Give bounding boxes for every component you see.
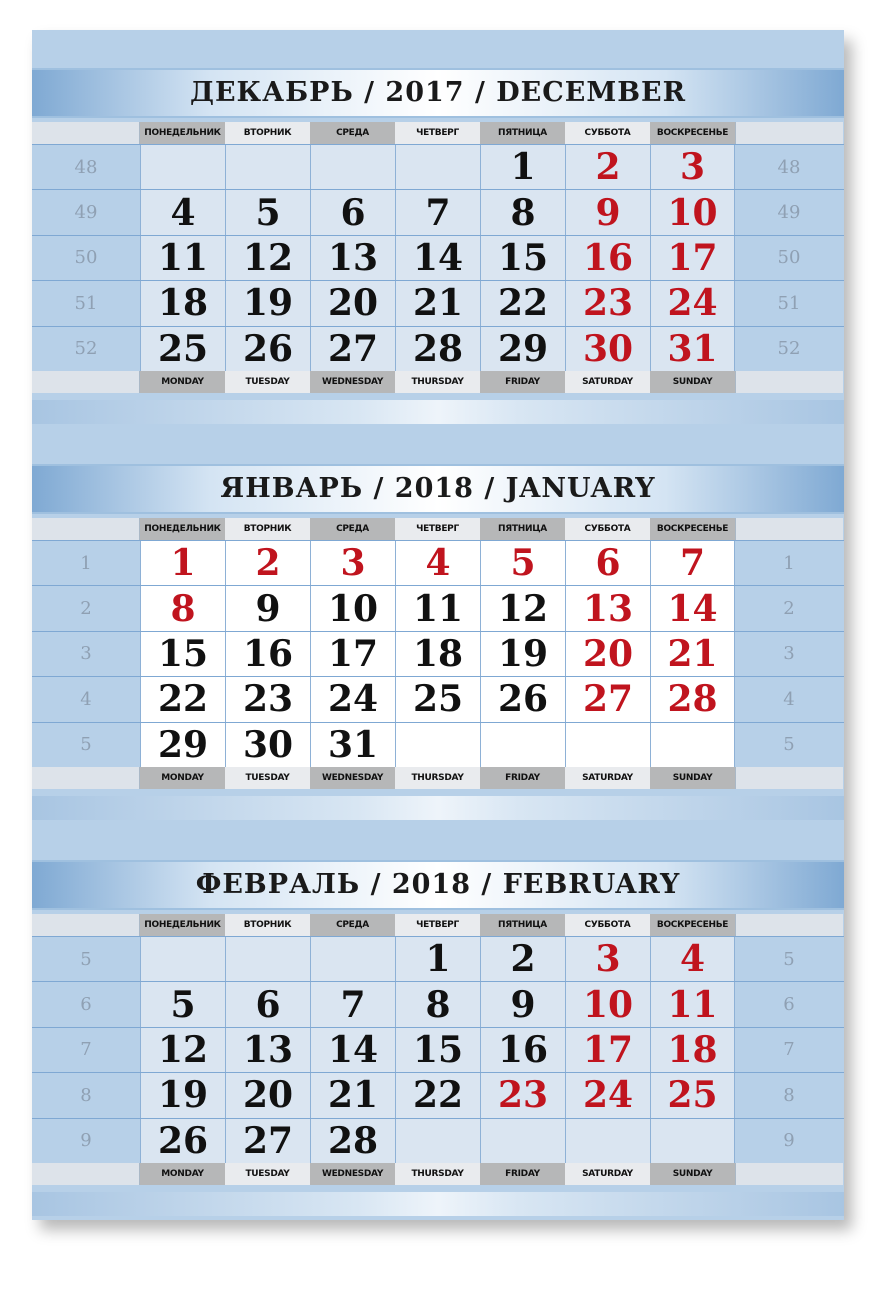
day-cell[interactable]: 21: [310, 1073, 395, 1117]
month-year: 2018: [391, 869, 472, 900]
day-cell[interactable]: 25: [650, 1073, 735, 1117]
weekday-label-en: MONDAY: [140, 371, 225, 393]
day-cell[interactable]: 20: [310, 281, 395, 325]
weekday-label-en: TUESDAY: [225, 371, 310, 393]
day-cell[interactable]: 14: [310, 1028, 395, 1072]
day-cell[interactable]: 19: [140, 1073, 225, 1117]
week-number: 5: [735, 723, 843, 767]
day-cell[interactable]: [395, 723, 480, 767]
day-cell[interactable]: 28: [650, 677, 735, 721]
day-cell[interactable]: [480, 1119, 565, 1163]
day-cell[interactable]: 24: [650, 281, 735, 325]
weekday-footer-row: [32, 371, 844, 393]
week-number: 49: [32, 190, 140, 234]
day-cell[interactable]: 31: [650, 327, 735, 371]
weekday-label-ru: ПОНЕДЕЛЬНИК: [140, 914, 225, 936]
day-cell[interactable]: 28: [395, 327, 480, 371]
day-cell[interactable]: 13: [310, 236, 395, 280]
side-spacer: [735, 767, 843, 789]
week-number: 52: [32, 327, 140, 371]
day-cell[interactable]: [225, 145, 310, 189]
day-cell[interactable]: 18: [140, 281, 225, 325]
weekday-label-ru: СРЕДА: [310, 122, 395, 144]
week-number: 49: [735, 190, 843, 234]
side-spacer: [735, 518, 843, 540]
day-cell[interactable]: 20: [225, 1073, 310, 1117]
weekday-label-ru: ВОСКРЕСЕНЬЕ: [650, 914, 735, 936]
day-cell[interactable]: 17: [565, 1028, 650, 1072]
weekday-label-en: SATURDAY: [565, 767, 650, 789]
week-number: 2: [32, 586, 140, 630]
day-cell[interactable]: 25: [140, 327, 225, 371]
day-cell[interactable]: 6: [565, 541, 650, 585]
day-cell[interactable]: 15: [140, 632, 225, 676]
day-cell[interactable]: 2: [225, 541, 310, 585]
month-block: [32, 822, 844, 1194]
weekday-header-row: [32, 914, 844, 936]
day-cell[interactable]: 20: [565, 632, 650, 676]
month-grid: [32, 914, 844, 1185]
week-row: [32, 189, 844, 234]
weekday-label-en: FRIDAY: [480, 1163, 565, 1185]
title-separator: /: [464, 77, 497, 108]
weekday-label-ru: ПОНЕДЕЛЬНИК: [140, 518, 225, 540]
day-cell[interactable]: 26: [225, 327, 310, 371]
day-cell[interactable]: 26: [480, 677, 565, 721]
side-spacer: [32, 518, 140, 540]
week-number: 51: [735, 281, 843, 325]
day-cell[interactable]: 1: [395, 937, 480, 981]
day-cell[interactable]: 5: [140, 982, 225, 1026]
day-cell[interactable]: 6: [225, 982, 310, 1026]
weekday-label-ru: ВОСКРЕСЕНЬЕ: [650, 518, 735, 540]
month-year: 2017: [385, 77, 465, 108]
week-number: 48: [735, 145, 843, 189]
day-cell[interactable]: 8: [395, 982, 480, 1026]
week-number: 7: [735, 1028, 843, 1072]
title-separator: /: [360, 869, 392, 900]
day-cell[interactable]: 19: [225, 281, 310, 325]
day-cell[interactable]: 3: [565, 937, 650, 981]
week-row: [32, 585, 844, 630]
side-spacer: [735, 1163, 843, 1185]
week-row: [32, 981, 844, 1026]
day-cell[interactable]: 16: [565, 236, 650, 280]
side-spacer: [32, 122, 140, 144]
week-number: 50: [735, 236, 843, 280]
day-cell[interactable]: 14: [395, 236, 480, 280]
day-cell[interactable]: 18: [395, 632, 480, 676]
weekday-label-en: THURSDAY: [395, 1163, 480, 1185]
week-row: [32, 144, 844, 189]
day-cell[interactable]: 21: [395, 281, 480, 325]
week-number: 2: [735, 586, 843, 630]
side-spacer: [735, 122, 843, 144]
month-year: 2018: [394, 473, 474, 504]
week-number: 4: [32, 677, 140, 721]
day-cell[interactable]: 17: [650, 236, 735, 280]
week-number: 8: [735, 1073, 843, 1117]
day-cell[interactable]: [225, 937, 310, 981]
day-cell[interactable]: 22: [395, 1073, 480, 1117]
day-cell[interactable]: 6: [310, 190, 395, 234]
day-cell[interactable]: 2: [565, 145, 650, 189]
day-cell[interactable]: 15: [480, 236, 565, 280]
day-cell[interactable]: [650, 723, 735, 767]
month-title-ru: ЯНВАРЬ: [220, 473, 364, 504]
day-cell[interactable]: 22: [140, 677, 225, 721]
weekday-label-en: THURSDAY: [395, 371, 480, 393]
week-number: 3: [735, 632, 843, 676]
day-cell[interactable]: 27: [225, 1119, 310, 1163]
weekday-label-ru: ВТОРНИК: [225, 518, 310, 540]
week-row: [32, 280, 844, 325]
month-title-ru: ДЕКАБРЬ: [189, 77, 354, 108]
weekday-label-ru: СУББОТА: [565, 914, 650, 936]
weekday-label-ru: ЧЕТВЕРГ: [395, 518, 480, 540]
side-spacer: [32, 767, 140, 789]
weekday-label-ru: ПЯТНИЦА: [480, 122, 565, 144]
day-cell[interactable]: 29: [480, 327, 565, 371]
weekday-label-ru: ВОСКРЕСЕНЬЕ: [650, 122, 735, 144]
side-spacer: [32, 1163, 140, 1185]
day-cell[interactable]: [310, 145, 395, 189]
day-cell[interactable]: [310, 937, 395, 981]
day-cell[interactable]: 24: [565, 1073, 650, 1117]
week-row: [32, 326, 844, 371]
day-cell[interactable]: 10: [565, 982, 650, 1026]
month-title-en: FEBRUARY: [502, 869, 681, 900]
week-number: 5: [735, 937, 843, 981]
day-cell[interactable]: 12: [140, 1028, 225, 1072]
separator-band: [32, 796, 844, 820]
weekday-label-ru: ПОНЕДЕЛЬНИК: [140, 122, 225, 144]
week-row: [32, 1118, 844, 1163]
day-cell[interactable]: 16: [480, 1028, 565, 1072]
weekday-footer-row: [32, 767, 844, 789]
week-row: [32, 540, 844, 585]
separator-band: [32, 400, 844, 424]
day-cell[interactable]: [480, 723, 565, 767]
day-cell[interactable]: 14: [650, 586, 735, 630]
day-cell[interactable]: 18: [650, 1028, 735, 1072]
week-number: 9: [32, 1119, 140, 1163]
day-cell[interactable]: 23: [480, 1073, 565, 1117]
day-cell[interactable]: 3: [310, 541, 395, 585]
week-row: [32, 722, 844, 767]
week-row: [32, 936, 844, 981]
day-cell[interactable]: 3: [650, 145, 735, 189]
month-header: [32, 860, 844, 910]
month-grid: [32, 518, 844, 789]
weekday-label-en: FRIDAY: [480, 371, 565, 393]
weekday-label-en: SUNDAY: [650, 1163, 735, 1185]
day-cell[interactable]: 27: [565, 677, 650, 721]
week-number: 52: [735, 327, 843, 371]
day-cell[interactable]: 23: [225, 677, 310, 721]
week-row: [32, 676, 844, 721]
day-cell[interactable]: 5: [225, 190, 310, 234]
month-title-ru: ФЕВРАЛЬ: [195, 869, 361, 900]
month-title-en: JANUARY: [505, 473, 656, 504]
day-cell[interactable]: 9: [565, 190, 650, 234]
weekday-label-en: WEDNESDAY: [310, 371, 395, 393]
day-cell[interactable]: 24: [310, 677, 395, 721]
weekday-label-ru: ПЯТНИЦА: [480, 914, 565, 936]
month-block: [32, 426, 844, 798]
side-spacer: [735, 914, 843, 936]
month-header: [32, 464, 844, 514]
day-cell[interactable]: 9: [480, 982, 565, 1026]
weekday-label-en: TUESDAY: [225, 767, 310, 789]
side-spacer: [735, 371, 843, 393]
day-cell[interactable]: 30: [225, 723, 310, 767]
day-cell[interactable]: [140, 937, 225, 981]
separator-band: [32, 1192, 844, 1216]
day-cell[interactable]: 11: [650, 982, 735, 1026]
day-cell[interactable]: 22: [480, 281, 565, 325]
day-cell[interactable]: 7: [395, 190, 480, 234]
day-cell[interactable]: 8: [480, 190, 565, 234]
month-block: [32, 30, 844, 402]
month-header: [32, 68, 844, 118]
day-cell[interactable]: 11: [395, 586, 480, 630]
week-number: 3: [32, 632, 140, 676]
weekday-label-en: THURSDAY: [395, 767, 480, 789]
weekday-header-row: [32, 122, 844, 144]
day-cell[interactable]: 1: [480, 145, 565, 189]
week-number: 5: [32, 937, 140, 981]
weekday-label-ru: ПЯТНИЦА: [480, 518, 565, 540]
week-row: [32, 1072, 844, 1117]
day-cell[interactable]: 9: [225, 586, 310, 630]
day-cell[interactable]: 4: [650, 937, 735, 981]
week-row: [32, 235, 844, 280]
weekday-label-ru: ВТОРНИК: [225, 914, 310, 936]
day-cell[interactable]: 12: [480, 586, 565, 630]
weekday-label-ru: ЧЕТВЕРГ: [395, 914, 480, 936]
day-cell[interactable]: 10: [310, 586, 395, 630]
side-spacer: [32, 914, 140, 936]
day-cell[interactable]: 26: [140, 1119, 225, 1163]
week-number: 7: [32, 1028, 140, 1072]
week-number: 48: [32, 145, 140, 189]
day-cell[interactable]: 15: [395, 1028, 480, 1072]
day-cell[interactable]: [395, 145, 480, 189]
week-row: [32, 631, 844, 676]
weekday-header-row: [32, 518, 844, 540]
day-cell[interactable]: 7: [650, 541, 735, 585]
title-separator: /: [471, 869, 503, 900]
day-cell[interactable]: 12: [225, 236, 310, 280]
title-separator: /: [363, 473, 395, 504]
week-number: 5: [32, 723, 140, 767]
day-cell[interactable]: [565, 1119, 650, 1163]
day-cell[interactable]: 25: [395, 677, 480, 721]
week-number: 1: [32, 541, 140, 585]
weekday-label-en: FRIDAY: [480, 767, 565, 789]
weekday-label-ru: СРЕДА: [310, 914, 395, 936]
day-cell[interactable]: 2: [480, 937, 565, 981]
day-cell[interactable]: 8: [140, 586, 225, 630]
day-cell[interactable]: 10: [650, 190, 735, 234]
weekday-label-en: WEDNESDAY: [310, 1163, 395, 1185]
week-number: 9: [735, 1119, 843, 1163]
weekday-label-ru: ЧЕТВЕРГ: [395, 122, 480, 144]
week-number: 1: [735, 541, 843, 585]
month-title-en: DECEMBER: [496, 77, 687, 108]
weekday-label-en: WEDNESDAY: [310, 767, 395, 789]
weekday-footer-row: [32, 1163, 844, 1185]
weekday-label-ru: СУББОТА: [565, 518, 650, 540]
day-cell[interactable]: 31: [310, 723, 395, 767]
month-grid: [32, 122, 844, 393]
weekday-label-en: MONDAY: [140, 1163, 225, 1185]
side-spacer: [32, 371, 140, 393]
weekday-label-en: TUESDAY: [225, 1163, 310, 1185]
weekday-label-en: SUNDAY: [650, 371, 735, 393]
day-cell[interactable]: 21: [650, 632, 735, 676]
week-number: 8: [32, 1073, 140, 1117]
week-number: 51: [32, 281, 140, 325]
day-cell[interactable]: 27: [310, 327, 395, 371]
week-number: 50: [32, 236, 140, 280]
week-number: 4: [735, 677, 843, 721]
day-cell[interactable]: 17: [310, 632, 395, 676]
day-cell[interactable]: 16: [225, 632, 310, 676]
day-cell[interactable]: 4: [140, 190, 225, 234]
day-cell[interactable]: 23: [565, 281, 650, 325]
weekday-label-ru: СРЕДА: [310, 518, 395, 540]
weekday-label-en: SUNDAY: [650, 767, 735, 789]
day-cell[interactable]: 30: [565, 327, 650, 371]
week-number: 6: [735, 982, 843, 1026]
day-cell[interactable]: 11: [140, 236, 225, 280]
title-separator: /: [473, 473, 506, 504]
day-cell[interactable]: 29: [140, 723, 225, 767]
day-cell[interactable]: 28: [310, 1119, 395, 1163]
title-separator: /: [353, 77, 386, 108]
weekday-label-en: SATURDAY: [565, 1163, 650, 1185]
day-cell[interactable]: 5: [480, 541, 565, 585]
day-cell[interactable]: 1: [140, 541, 225, 585]
day-cell[interactable]: [395, 1119, 480, 1163]
day-cell[interactable]: 13: [565, 586, 650, 630]
day-cell[interactable]: [650, 1119, 735, 1163]
day-cell[interactable]: 13: [225, 1028, 310, 1072]
week-row: [32, 1027, 844, 1072]
weekday-label-en: SATURDAY: [565, 371, 650, 393]
weekday-label-ru: СУББОТА: [565, 122, 650, 144]
day-cell[interactable]: [565, 723, 650, 767]
week-number: 6: [32, 982, 140, 1026]
day-cell[interactable]: 4: [395, 541, 480, 585]
calendar-sheet: [32, 30, 844, 1220]
day-cell[interactable]: [140, 145, 225, 189]
weekday-label-ru: ВТОРНИК: [225, 122, 310, 144]
day-cell[interactable]: 7: [310, 982, 395, 1026]
day-cell[interactable]: 19: [480, 632, 565, 676]
weekday-label-en: MONDAY: [140, 767, 225, 789]
